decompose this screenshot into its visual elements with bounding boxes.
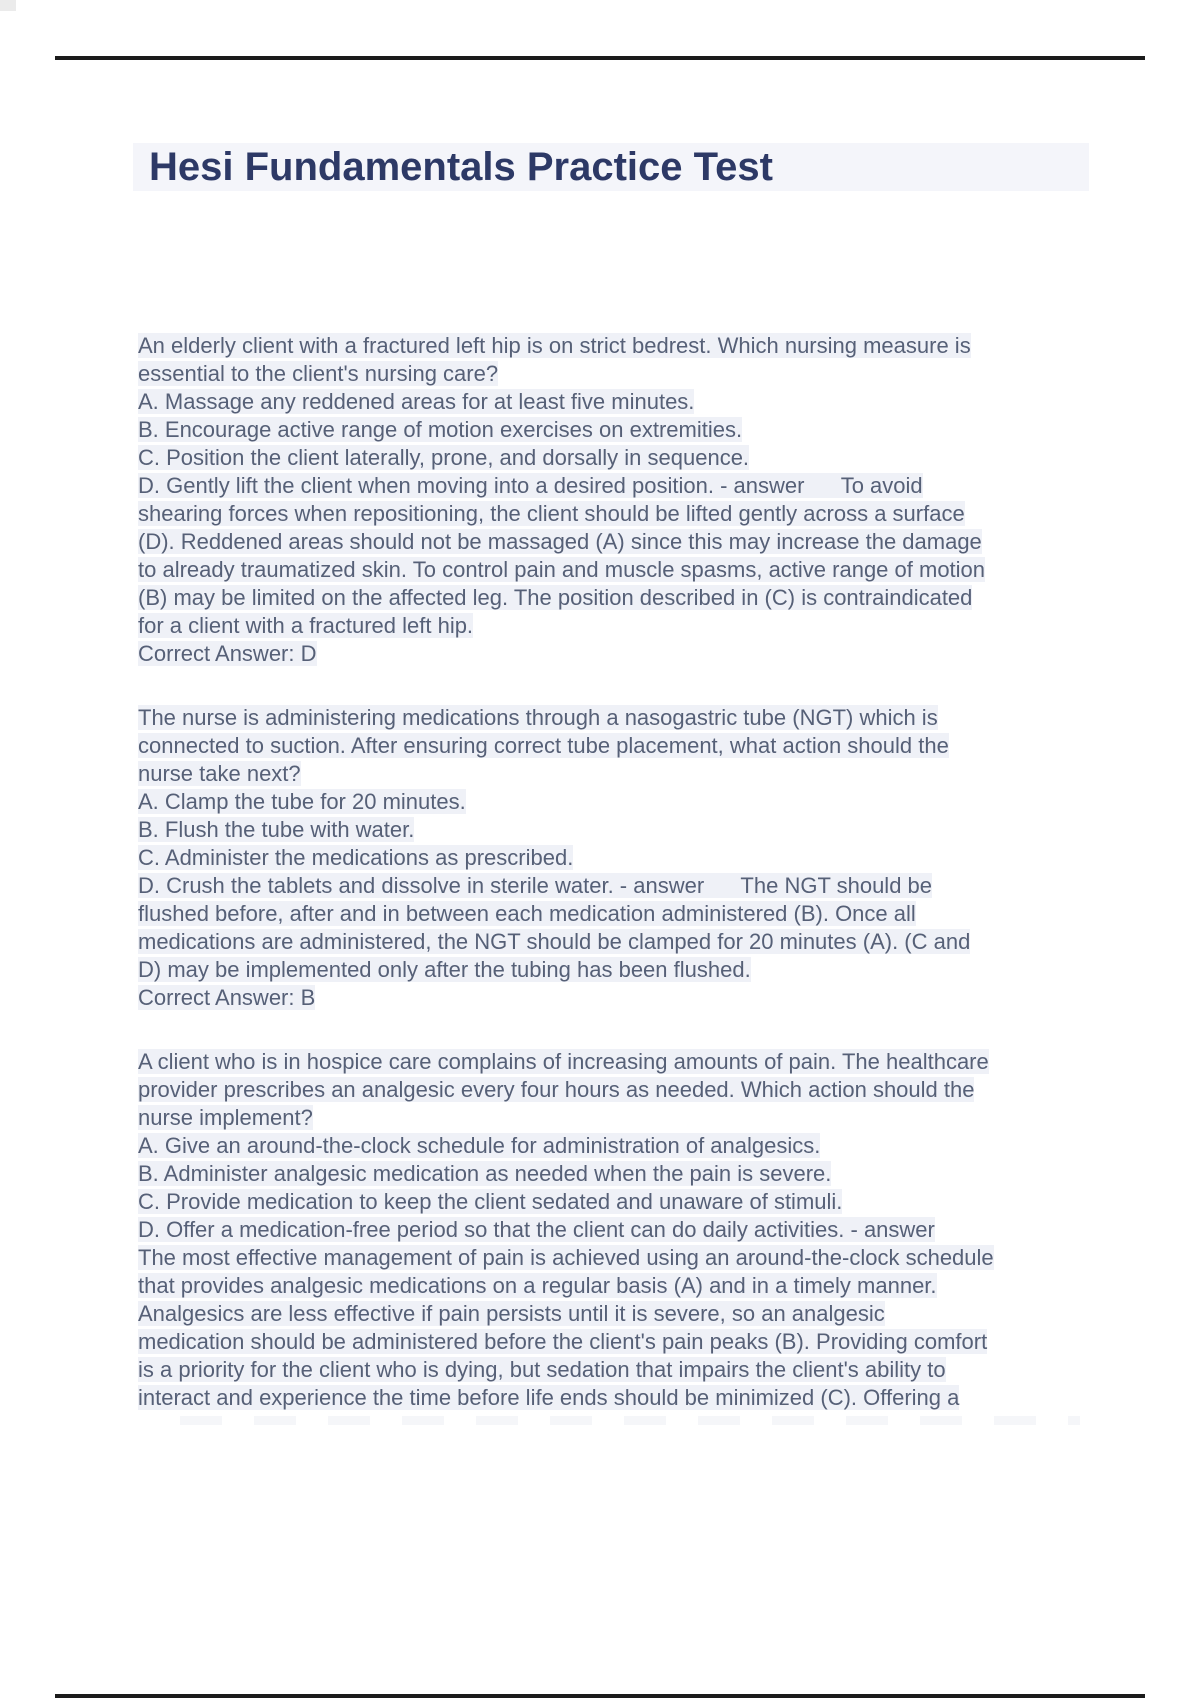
question-block xyxy=(138,332,1128,668)
title-highlight-block xyxy=(133,143,1089,191)
question-block xyxy=(138,704,1128,1012)
document-body xyxy=(138,332,1128,1448)
scan-artifact-corner xyxy=(0,0,16,11)
top-rule xyxy=(55,56,1145,60)
page-title: Hesi Fundamentals Practice Test xyxy=(149,145,773,189)
faded-text-remnant xyxy=(180,1416,1080,1425)
question-block xyxy=(138,1048,1128,1412)
question-text: The nurse is administering medications through a nasogastric tube (NGT) which is connected to suction. After ensuring correct tube placement, what action should the nurse take next? A. Clamp the tube for 20 minutes. B. Flush the tube with water. C. Administer the medications as prescribed. D. Crush the tablets and dissolve in sterile water. - answer The NGT should be flushed before, after and in between each medication administered (B). Once all medications are administered, the NGT should be clamped for 20 minutes (A). (C and D) may be implemented only after the tubing has been flushed. Correct Answer: B xyxy=(138,705,971,1010)
question-text: A client who is in hospice care complains of increasing amounts of pain. The healthcare provider prescribes an analgesic every four hours as needed. Which action should the nurse implement? A. Give an around-the-clock schedule for administration of analgesics. B. Administer analgesic medication as needed when the pain is severe. C. Provide medication to keep the client sedated and unaware of stimuli. D. Offer a medication-free period so that the client can do daily activities. - answer The most effective management of pain is achieved using an around-the-clock schedule that provides analgesic medications on a regular basis (A) and in a timely manner. Analgesics are less effective if pain persists until it is severe, so an analgesic medication should be administered before the client's pain peaks (B). Providing comfort is a priority for the client who is dying, but sedation that impairs the client's ability to interact and experience the time before life ends should be minimized (C). Offering a xyxy=(138,1049,994,1410)
question-text: An elderly client with a fractured left hip is on strict bedrest. Which nursing measure is essential to the client's nursing care? A. Massage any reddened areas for at least five minutes. B. Encourage active range of motion exercises on extremities. C. Position the client laterally, prone, and dorsally in sequence. D. Gently lift the client when moving into a desired position. - answer To avoid shearing forces when repositioning, the client should be lifted gently across a surface (D). Reddened areas should not be massaged (A) since this may increase the damage to already traumatized skin. To control pain and muscle spasms, active range of motion (B) may be limited on the affected leg. The position described in (C) is contraindicated for a client with a fractured left hip. Correct Answer: D xyxy=(138,333,986,666)
bottom-rule xyxy=(55,1694,1145,1698)
